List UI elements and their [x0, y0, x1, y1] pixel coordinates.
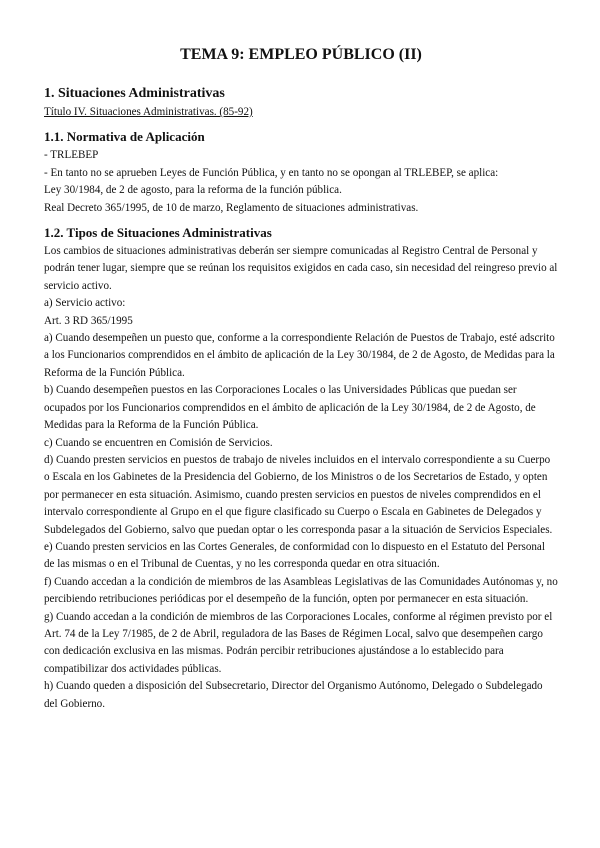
paragraph-g: g) Cuando accedan a la condición de miembros de las Corporaciones Locales, conforme al régimen previsto por el Art. 74 de la Ley 7/1985, de 2 de Abril, reguladora de las Bases de Régimen Local, salvo que desempeñen cargo con dedicación exclusiva en las mismas. Podrán percibir retribuciones ajustándose a lo establecido para compatibilizar dos actividades públicas. [44, 610, 553, 675]
normativa-line: Ley 30/1984, de 2 de agosto, para la reforma de la función pública. [44, 184, 342, 197]
paragraph-d: d) Cuando presten servicios en puestos de trabajo de niveles incluidos en el intervalo correspondiente a su Cuerpo o Escala en los Gabinetes de la Presidencia del Gobierno, de los Ministros o de los Secretarios de Estado, y opten por permanecer en esta situación. Asimismo, cuando presten servicios en puestos de niveles comprendidos en el intervalo correspondiente al Grupo en el que figure clasificado su Cuerpo o Escala en Gabinetes de Delegados y Subdelegados del Gobierno, salvo que puedan optar o les corresponda pasar a la situación de Servicios Especiales. [44, 453, 553, 536]
paragraph-a: a) Cuando desempeñen un puesto que, conforme a la correspondiente Relación de Puestos de Trabajo, esté adscrito a los Funcionarios comprendidos en el ámbito de aplicación de la Ley 30/1984, de 2 de Agosto, de Medidas para la Reforma de la Función Pública. [44, 332, 555, 379]
servicio-activo-label: a) Servicio activo: [44, 297, 126, 310]
paragraph-b: b) Cuando desempeñen puestos en las Corporaciones Locales o las Universidades Públicas que puedan ser ocupados por los Funcionarios comprendidos en el ámbito de aplicación de la Ley 30/1984, de 2 de Agosto, de Medidas para la Reforma de la Función Pública. [44, 384, 536, 432]
section-1-1-heading: 1.1. Normativa de Aplicación [44, 129, 205, 145]
normativa-line: Real Decreto 365/1995, de 10 de marzo, Reglamento de situaciones administrativas. [44, 201, 419, 214]
paragraph-f: f) Cuando accedan a la condición de miembros de las Asambleas Legislativas de las Comunidades Autónomas y, no percibiendo retribuciones periódicas por el desempeño de la función, opten por permanecer en esta situación. [44, 575, 558, 606]
document-title: TEMA 9: EMPLEO PÚBLICO (II) [180, 46, 422, 63]
paragraph-e: e) Cuando presten servicios en las Cortes Generales, de conformidad con lo dispuesto en el Estatuto del Personal de las mismas o en el Tribunal de Cuentas, y no les corresponda quedar en otra situación. [44, 540, 545, 571]
article-reference: Art. 3 RD 365/1995 [44, 314, 133, 327]
section-1-2-heading: 1.2. Tipos de Situaciones Administrativas [44, 225, 272, 241]
paragraph-h: h) Cuando queden a disposición del Subsecretario, Director del Organismo Autónomo, Delegado o Subdelegado del Gobierno. [44, 680, 543, 710]
normativa-line: - En tanto no se aprueben Leyes de Función Pública, y en tanto no se opongan al TRLEBEP, se aplica: [44, 166, 499, 179]
section-1-heading: 1. Situaciones Administrativas [44, 86, 225, 101]
section-1-reference: Título IV. Situaciones Administrativas. (85-92) [44, 106, 253, 118]
normativa-line: - TRLEBEP [44, 149, 99, 162]
section-1-2-intro: Los cambios de situaciones administrativas deberán ser siempre comunicadas al Registro Central de Personal y podrán tener lugar, siempre que se reúnan los requisitos exigidos en cada caso, sin necesidad del reingreso previo al servicio activo. [44, 245, 558, 292]
paragraph-c: c) Cuando se encuentren en Comisión de Servicios. [44, 436, 273, 449]
